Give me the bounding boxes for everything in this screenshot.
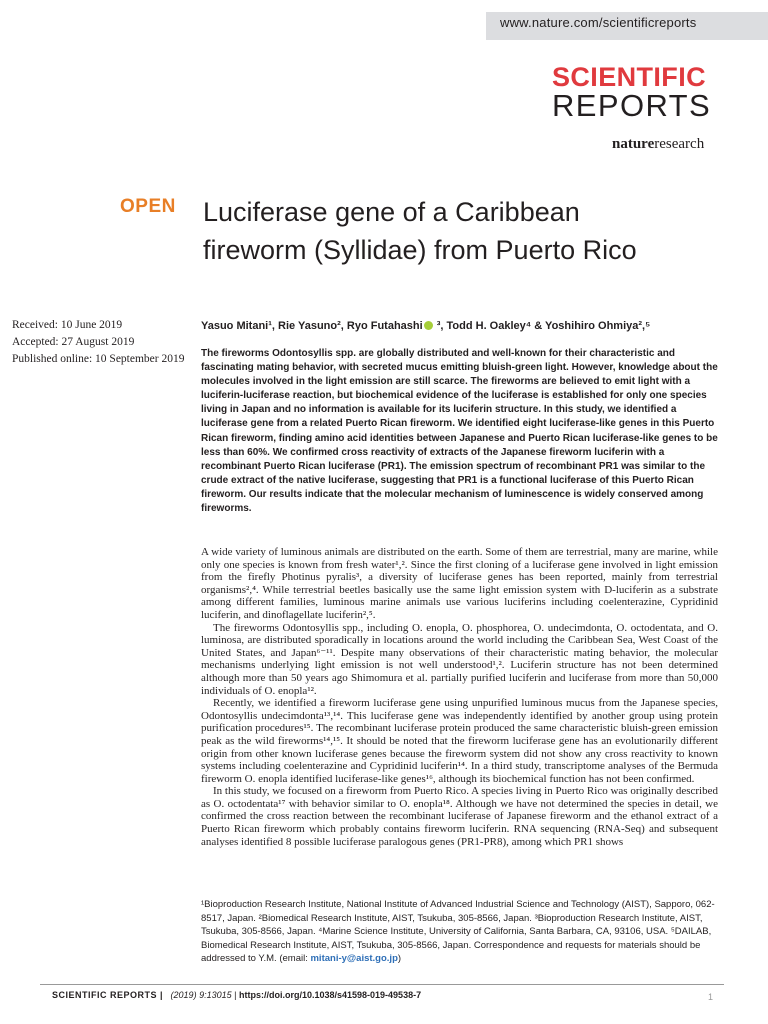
abstract: The fireworms Odontosyllis spp. are globally distributed and well-known for their characteristic and fascinating mating behavior, with secreted mucus emitting bluish-green light. However, knowledge about the molecules involved in the light emission are still scarce. The fireworms are believed to emit light with a luciferin-luciferase reaction, but biochemical evidence of the luciferase is established for only one species living in Japan and no information is available for its luciferin structure. In this study, we identified a luciferase gene from a related Puerto Rican fireworm. We identified eight luciferase-like genes in this Puerto Rican fireworm, finding amino acid identities between Japanese and Puerto Rican luciferase-like genes to be less than 60%. We confirmed cross reactivity of extracts of the Japanese fireworm luciferin with a recombinant Puerto Rican luciferase (PR1). The emission spectrum of recombinant PR1 was similar to the crude extract of the native luciferase, suggesting that PR1 is a functional luciferase of this Puerto Rican fireworm. Our results indicate that the molecular mechanism of luminescence is widely conserved among fireworms. [201, 348, 718, 515]
article-dates [12, 317, 184, 368]
article-body [201, 546, 718, 848]
doi-link[interactable]: https://doi.org/10.1038/s41598-019-49538-7 [238, 990, 422, 1000]
footer-journal: SCIENTIFIC REPORTS | [52, 990, 164, 1000]
affiliations [201, 898, 721, 966]
orcid-icon[interactable] [424, 321, 433, 330]
brand-logo-scientific: SCIENTIFIC [552, 62, 707, 92]
body-paragraph: A wide variety of luminous animals are distributed on the earth. Some of them are terrestrial, many are marine, while only one species is known from fresh water¹,². Since the first cloning of a luciferase gene involved in light emission from the firefly Photinus pyralis³, a diversity of luciferase genes has been reported, mainly from terrestrial organisms²,⁴. While terrestrial beetles basically use the same light emission system with D-luciferin as a substrate among different families, luminous marine animals use various luciferins including coelenterazine, Cypridinid luciferin, and dinoflagellate luciferin²,⁵. [201, 546, 718, 621]
footer [52, 990, 421, 1000]
journal-url-link[interactable]: www.nature.com/scientificreports [500, 15, 697, 30]
accepted-date: Accepted: 27 August 2019 [12, 336, 135, 348]
body-paragraph: The fireworms Odontosyllis spp., including O. enopla, O. phosphorea, O. undecimdonta, O. octodentata, and O. luminosa, are distributed sporadically in locations around the world including the Caribbean Sea, West Coast of the United States, and Japan⁶⁻¹¹. Despite many observations of their characteristic mating behavior, the molecular mechanisms underlying light emission is not well understood¹,². Luciferin structure has not been determined although more than 50 years ago Shimomura et al. partially purified luciferin and luciferase from more than 50,000 individuals of O. enopla¹². [201, 621, 718, 697]
affiliations-close: ) [397, 953, 402, 964]
published-date: Published online: 10 September 2019 [12, 353, 185, 365]
footer-citation: (2019) 9:13015 [170, 990, 232, 1000]
author-list [201, 320, 721, 332]
brand-research: research [654, 136, 705, 152]
footer-separator: | [234, 990, 237, 1000]
brand-nature: nature [612, 136, 655, 152]
footer-divider [40, 984, 724, 985]
article-title: Luciferase gene of a Caribbean fireworm (Syllidae) from Puerto Rico [203, 197, 637, 265]
received-date: Received: 10 June 2019 [12, 319, 123, 331]
affiliations-text: ¹Bioproduction Research Institute, National Institute of Advanced Industrial Science and Technology (AIST), Sapporo, 062-8517, Japan. ²Biomedical Research Institute, AIST, Tsukuba, 305-8566, Japan. ³Bioproduction Research Institute, AIST, Tsukuba, 305-8566, Japan. ⁴Marine Science Institute, University of California, Santa Barbara, CA, 93106, USA. ⁵DAILAB, Biomedical Research Institute, AIST, Tsukuba, 305-8566, Japan. Correspondence and requests for materials should be addressed to Y.M. (email: [201, 899, 715, 964]
brand-nature-research [612, 136, 704, 153]
brand-logo-reports: REPORTS [552, 88, 712, 123]
open-access-label: OPEN [120, 196, 176, 217]
top-bar [0, 0, 768, 44]
body-paragraph: In this study, we focused on a fireworm from Puerto Rico. A species living in Puerto Rico was originally described as O. octodentata¹⁷ with behavior similar to O. enopla¹⁸. Although we have not determined the species in detail, we confirmed the cross reaction between the recombinant luciferase of Japanese fireworm and the ethanol extract of a Puerto Rican fireworm which probably contains fireworm luciferin. RNA sequencing (RNA-Seq) and subsequent analyses identified 8 possible luciferase paralogous genes (PR1-PR8), among which PR1 shows [201, 785, 718, 848]
page-number: 1 [708, 992, 714, 1002]
corresponding-email-link[interactable]: mitani-y@aist.go.jp [310, 953, 398, 964]
body-paragraph: Recently, we identified a fireworm luciferase gene using unpurified luminous mucus from the Japanese species, Odontosyllis undecimdonta¹³,¹⁴. This luciferase gene was independently identified by another group using protein purification procedures¹⁵. The recombinant luciferase protein produced the same characteristic bluish-green emission peak as the wild fireworms¹⁴,¹⁵. It should be noted that the fireworm luciferase gene has an evolutionarily different origin from other known luciferase genes because the fireworm system did not show any cross reactivity to known systems including coelenterazine and Cypridinid luciferin¹⁴. In a third study, transcriptome analyses of the Bermuda fireworm O. enopla identified luciferase-like genes¹⁶, although its biochemical function has not been confirmed. [201, 697, 718, 785]
authors-text: Yasuo Mitani¹, Rie Yasuno², Ryo Futahashi ³, Todd H. Oakley⁴ & Yoshihiro Ohmiya²,⁵ [201, 320, 651, 332]
